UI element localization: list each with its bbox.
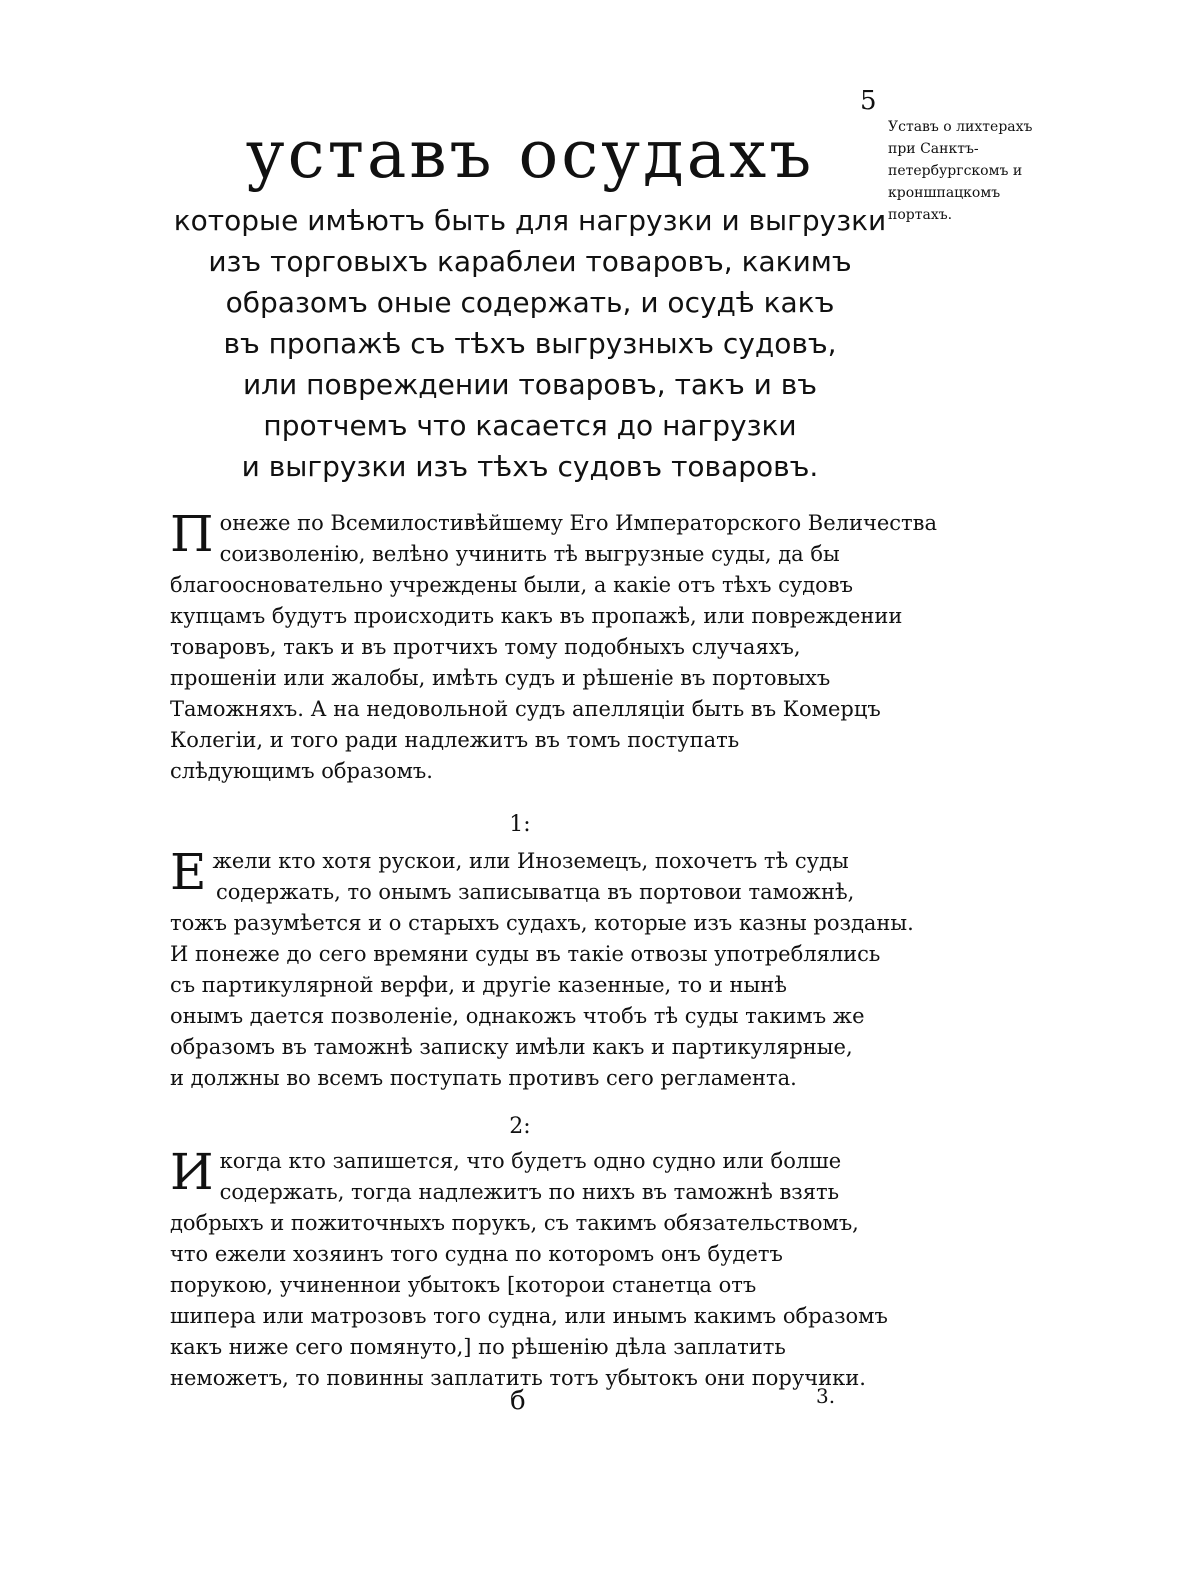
subtitle-line: изъ торговыхъ караблеи товаровъ, какимъ: [208, 245, 852, 278]
paragraph-line: образомъ въ таможнѣ записку имѣли какъ и партикулярные,: [170, 1035, 853, 1059]
paragraph-line: товаровъ, такъ и въ протчихъ тому подобныхъ случаяхъ,: [170, 635, 801, 659]
page-number: 5: [860, 86, 877, 116]
catchword: 3.: [816, 1384, 836, 1408]
subtitle-line: и выгрузки изъ тѣхъ судовъ товаровъ.: [241, 450, 819, 483]
subtitle-line: образомъ оные содержать, и осудѣ какъ: [225, 286, 835, 319]
paragraph-line: И понеже до сего времяни суды въ такіе отвозы употреблялись: [170, 942, 881, 966]
paragraph-line: когда кто запишется, что будетъ одно судно или болше: [219, 1149, 842, 1173]
subtitle-line: въ пропажѣ съ тѣхъ выгрузныхъ судовъ,: [223, 327, 837, 360]
paragraph-line: что ежели хозяинъ того судна по которомъ онъ будетъ: [170, 1242, 783, 1266]
paragraph-line: соизволенію, велѣно учинить тѣ выгрузные суды, да бы: [219, 542, 840, 566]
subtitle-line: которые имѣютъ быть для нагрузки и выгрузки: [173, 204, 887, 237]
paragraph-line: тожъ разумѣется и о старыхъ судахъ, которые изъ казны розданы.: [170, 911, 914, 935]
paragraph-line: шипера или матрозовъ того судна, или инымъ какимъ образомъ: [170, 1304, 888, 1328]
paragraph-line: содержать, тогда надлежитъ по нихъ въ таможнѣ взять: [219, 1180, 840, 1204]
paragraph-line: слѣдующимъ образомъ.: [170, 759, 433, 783]
paragraph-line: благоосновательно учреждены были, а какіе отъ тѣхъ судовъ: [170, 573, 854, 597]
paragraph-line: Колегіи, и того ради надлежитъ въ томъ поступать: [170, 728, 740, 752]
subtitle: [170, 200, 890, 487]
paragraph-line: Таможняхъ. А на недовольной судъ апелляціи быть въ Комерцъ: [170, 697, 881, 721]
paragraph-line: прошеніи или жалобы, имѣть судъ и рѣшеніе въ портовыхъ: [170, 666, 831, 690]
subtitle-line: или повреждении товаровъ, такъ и въ: [242, 368, 818, 401]
paragraph-line: неможетъ, то повинны заплатить тотъ убытокъ они поручики.: [170, 1366, 866, 1390]
signature-mark: б: [510, 1386, 526, 1416]
paragraph-line: добрыхъ и пожиточныхъ порукъ, съ такимъ обязательствомъ,: [170, 1211, 859, 1235]
paragraph-line: онымъ дается позволеніе, однакожъ чтобъ тѣ суды такимъ же: [170, 1004, 865, 1028]
paragraph-line: съ партикулярной верфи, и другіе казенные, то и нынѣ: [170, 973, 787, 997]
paragraph-line: жели кто хотя рускои, или Иноземецъ, похочетъ тѣ суды: [212, 849, 849, 873]
page-title: уставъ осудахъ: [245, 116, 815, 193]
paragraph-line: и должны во всемъ поступать противъ сего регламента.: [170, 1066, 797, 1090]
dropcap: П: [170, 505, 214, 563]
paragraph-line: онеже по Всемилостивѣйшему Его Императорского Величества: [219, 511, 937, 535]
dropcap: Е: [170, 843, 207, 901]
section-number: 2:: [509, 1114, 531, 1139]
section-number: 1:: [509, 812, 531, 837]
paragraph-line: какъ ниже сего помянуто,] по рѣшенію дѣла заплатить: [170, 1335, 786, 1359]
section-1-paragraph: [170, 843, 914, 1094]
paragraph-line: купцамъ будутъ происходить какъ въ пропажѣ, или повреждении: [170, 604, 903, 628]
intro-paragraph: [170, 505, 937, 787]
section-2-paragraph: [170, 1143, 888, 1394]
paragraph-line: содержать, то онымъ записыватца въ портовои таможнѣ,: [216, 880, 855, 904]
dropcap: И: [170, 1143, 214, 1201]
margin-note: Уставъ о лихтерахъ при Санктъ-петербургскомъ и кроншпацкомъ портахъ.: [888, 119, 1033, 223]
paragraph-line: порукою, учиненнои убытокъ [которои станетца отъ: [170, 1273, 757, 1297]
subtitle-line: протчемъ что касается до нагрузки: [263, 409, 797, 442]
